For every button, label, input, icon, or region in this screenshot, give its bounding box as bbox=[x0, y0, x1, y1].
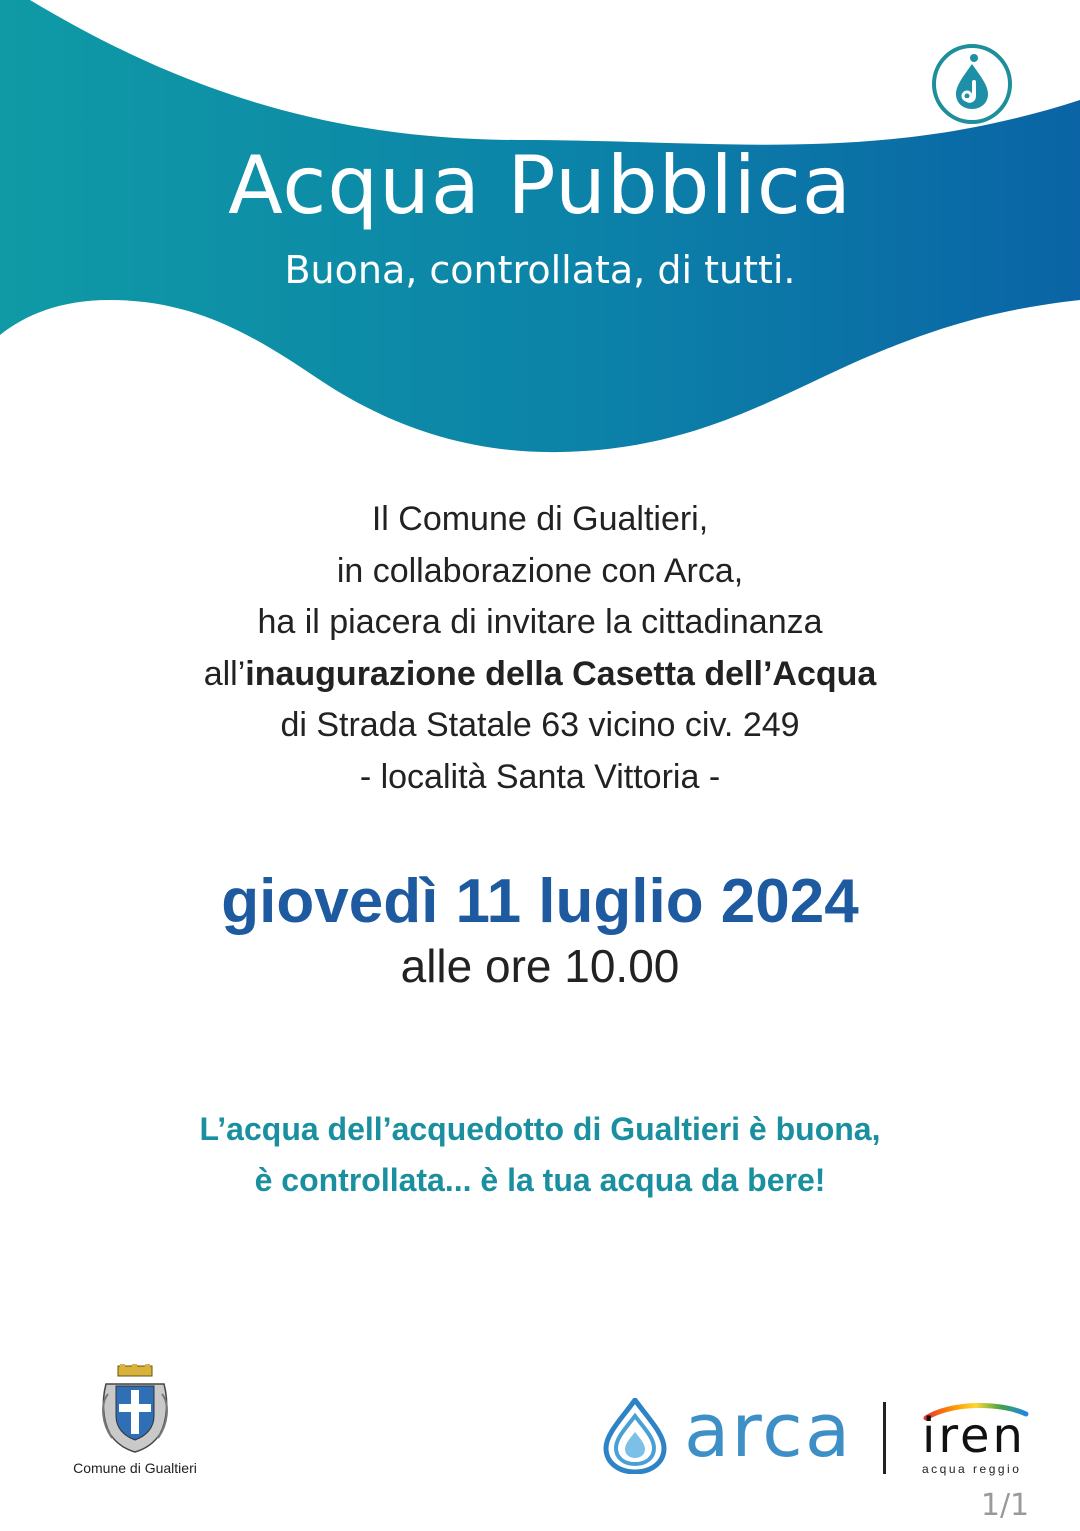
invitation-text bbox=[0, 494, 1080, 803]
slogan-line-1: L’acqua dell’acquedotto di Gualtieri è buona, bbox=[199, 1111, 881, 1147]
invitation-line-6: - località Santa Vittoria - bbox=[359, 757, 721, 796]
invitation-line-4-prefix: all’ bbox=[203, 654, 246, 693]
arca-drop-icon bbox=[602, 1398, 668, 1474]
iren-logo-text: iren bbox=[922, 1408, 1026, 1464]
page-subtitle: Buona, controllata, di tutti. bbox=[284, 248, 796, 292]
iren-logo-subtext: acqua reggio bbox=[922, 1462, 1022, 1476]
page-indicator: 1/1 bbox=[980, 1488, 1030, 1523]
invitation-line-1: Il Comune di Gualtieri, bbox=[371, 500, 709, 538]
logo-divider bbox=[883, 1402, 886, 1474]
municipal-crest-icon bbox=[100, 1364, 170, 1454]
water-drop-logo-icon bbox=[930, 42, 1014, 126]
invitation-line-5: di Strada Statale 63 vicino civ. 249 bbox=[280, 706, 800, 744]
slogan bbox=[0, 1104, 1080, 1206]
invitation-line-2: in collaborazione con Arca, bbox=[336, 551, 744, 590]
event-date: giovedì 11 luglio 2024 bbox=[221, 867, 859, 936]
arca-logo-text: arca bbox=[684, 1388, 853, 1474]
municipality-caption: Comune di Gualtieri bbox=[73, 1460, 197, 1476]
invitation-line-4-bold: inaugurazione della Casetta dell’Acqua bbox=[245, 654, 877, 693]
page-title: Acqua Pubblica bbox=[228, 139, 852, 232]
invitation-line-4 bbox=[0, 649, 1080, 701]
event-time: alle ore 10.00 bbox=[400, 940, 680, 992]
slogan-line-2: è controllata... è la tua acqua da bere! bbox=[254, 1162, 826, 1198]
invitation-line-3: ha il piacera di invitare la cittadinanza bbox=[257, 603, 823, 641]
